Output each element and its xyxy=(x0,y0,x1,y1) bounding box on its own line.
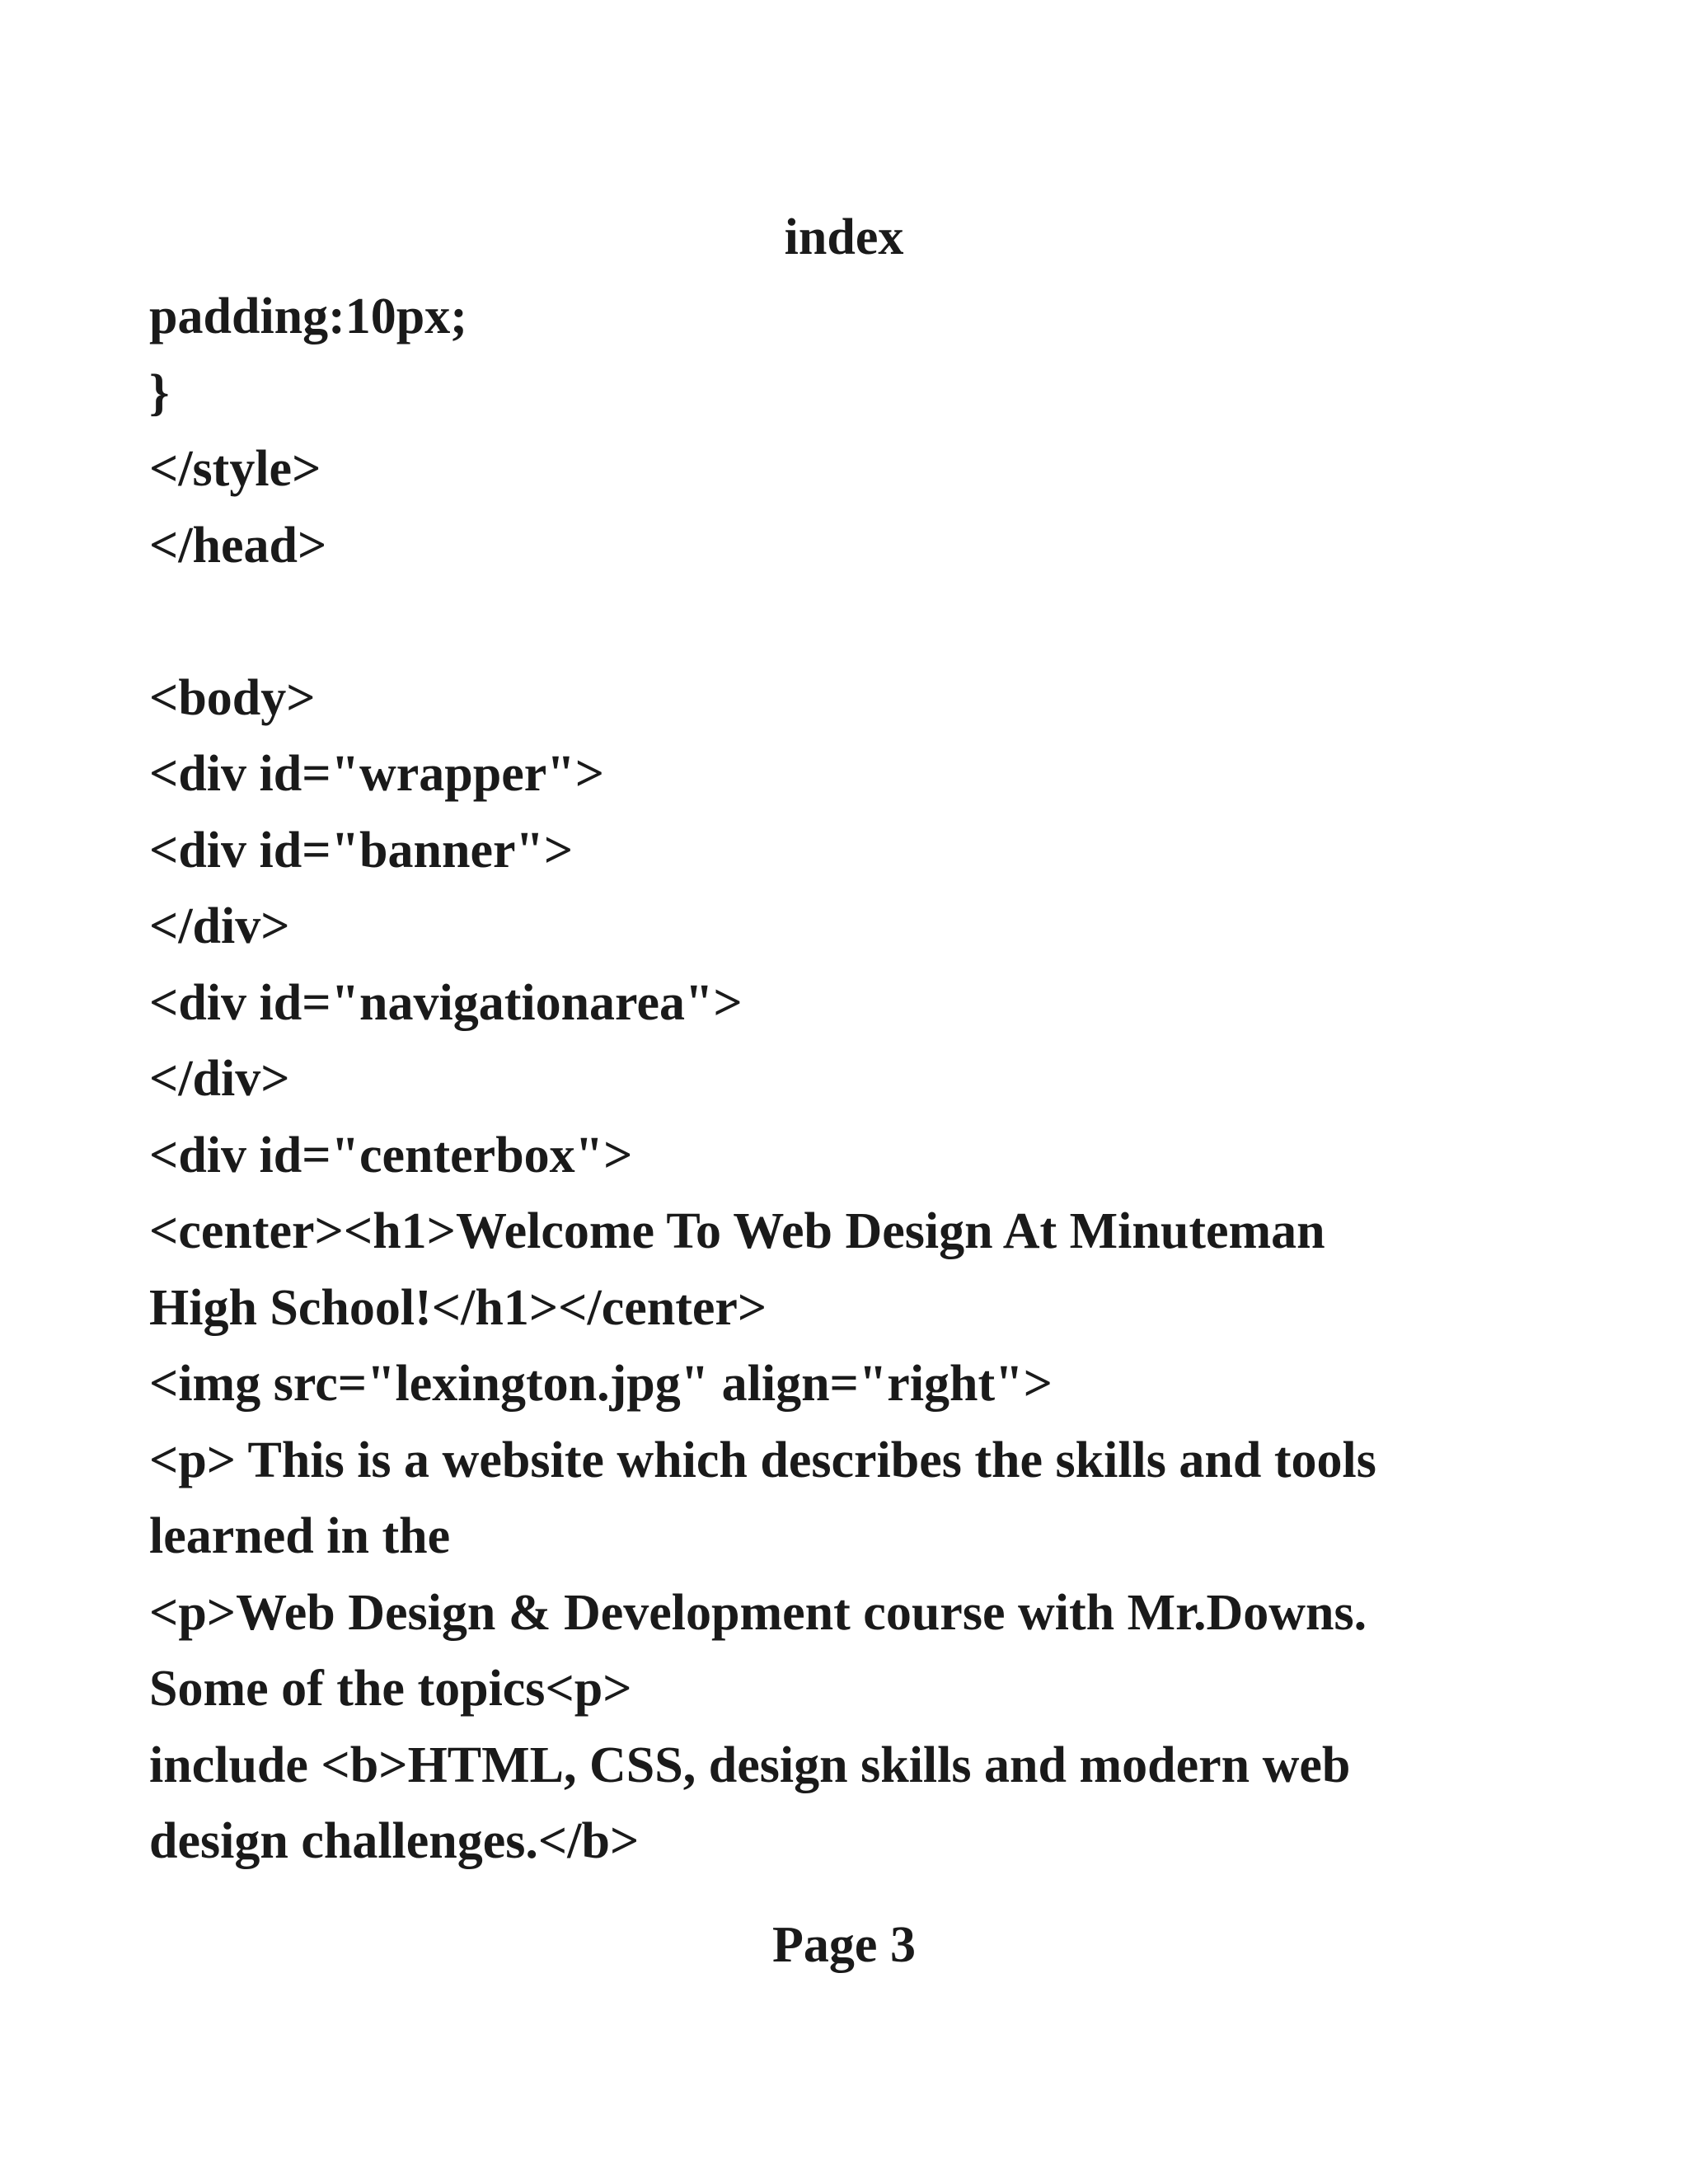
code-line: </div> xyxy=(149,898,290,954)
code-line: <center><h1>Welcome To Web Design At Minuteman xyxy=(149,1203,1325,1259)
code-line: </div> xyxy=(149,1051,290,1107)
code-line: include <b>HTML, CSS, design skills and modern web xyxy=(149,1736,1351,1793)
blank-line xyxy=(149,583,1550,660)
code-line: </head> xyxy=(149,517,327,574)
code-line: } xyxy=(149,364,170,421)
code-line: <div id="navigationarea"> xyxy=(149,974,743,1031)
code-line: <p> This is a website which describes the skills and tools xyxy=(149,1432,1376,1488)
code-line: Some of the topics<p> xyxy=(149,1661,632,1717)
code-line: padding:10px; xyxy=(149,288,467,344)
code-line: <div id="banner"> xyxy=(149,822,574,879)
code-line: <img src="lexington.jpg" align="right"> xyxy=(149,1356,1053,1412)
code-line: </style> xyxy=(149,441,321,497)
code-line: <body> xyxy=(149,669,316,726)
code-line: <div id="centerbox"> xyxy=(149,1127,633,1183)
page-number: Page 3 xyxy=(772,1917,916,1973)
code-line: design challenges.</b> xyxy=(149,1813,640,1869)
code-line: High School!</h1></center> xyxy=(149,1279,767,1336)
code-line: <div id="wrapper"> xyxy=(149,746,605,802)
page-header-title: index xyxy=(784,209,904,265)
code-listing xyxy=(149,279,1550,1880)
code-line: learned in the xyxy=(149,1508,451,1564)
code-line: <p>Web Design & Development course with Mr.Downs. xyxy=(149,1584,1367,1641)
